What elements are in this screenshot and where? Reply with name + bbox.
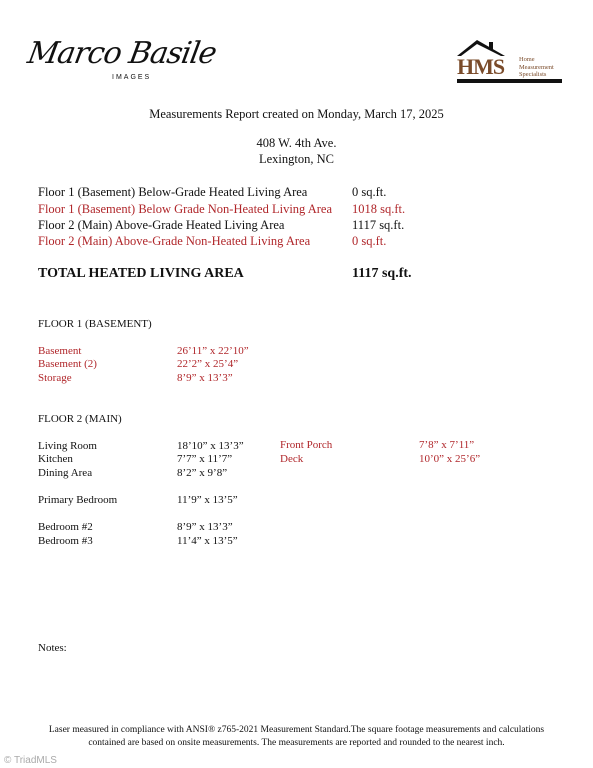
total-value: 1117 sq.ft. (352, 266, 412, 281)
room-dims: 8’9” x 13’3” (177, 372, 233, 384)
room-name: Dining Area (38, 467, 93, 479)
room-dims: 26’11” x 22’10” (177, 345, 249, 357)
hms-underline (457, 79, 562, 83)
room-name: Bedroom #2 (38, 521, 93, 533)
hms-logo (455, 38, 567, 88)
logo-script-text: Marco Basile (24, 36, 219, 71)
address-city: Lexington, NC (259, 152, 334, 166)
summary-label: Floor 2 (Main) Above-Grade Non-Heated Living Area (38, 234, 311, 248)
room-name: Storage (38, 372, 72, 384)
summary-value: 0 sq.ft. (352, 185, 387, 199)
address-street: 408 W. 4th Ave. (256, 136, 337, 150)
outdoor-dims: 10’0” x 25’6” (419, 453, 481, 465)
floor1-heading: FLOOR 1 (BASEMENT) (38, 318, 152, 330)
total-label: TOTAL HEATED LIVING AREA (38, 266, 244, 281)
summary-label: Floor 1 (Basement) Below-Grade Heated Living Area (38, 185, 308, 199)
notes-label: Notes: (38, 642, 67, 654)
summary-label: Floor 1 (Basement) Below Grade Non-Heated Living Area (38, 202, 333, 216)
room-dims: 18’10” x 13’3” (177, 440, 244, 452)
footer-line: contained are based on onsite measurements. The measurements are reported and rounded to the nearest inch. (88, 738, 505, 748)
room-dims: 7’7” x 11’7” (177, 453, 233, 465)
room-name: Kitchen (38, 453, 73, 465)
room-dims: 8’9” x 13’3” (177, 521, 233, 533)
floor2-heading: FLOOR 2 (MAIN) (38, 413, 122, 425)
marco-basile-logo (24, 30, 219, 102)
summary-label: Floor 2 (Main) Above-Grade Heated Living Area (38, 218, 285, 232)
room-name: Basement (2) (38, 358, 97, 370)
room-name: Primary Bedroom (38, 494, 118, 506)
mls-watermark: © TriadMLS (4, 755, 57, 766)
compliance-footer (30, 724, 563, 750)
logo-subtext: IMAGES (112, 74, 152, 81)
room-name: Bedroom #3 (38, 535, 93, 547)
summary-value: 0 sq.ft. (352, 234, 387, 248)
summary-value: 1117 sq.ft. (352, 218, 405, 232)
room-dims: 22’2” x 25’4” (177, 358, 239, 370)
room-dims: 8’2” x 9’8” (177, 467, 228, 479)
room-name: Basement (38, 345, 82, 357)
outdoor-name: Front Porch (280, 439, 333, 451)
summary-value: 1018 sq.ft. (352, 202, 406, 216)
report-title: Measurements Report created on Monday, March 17, 2025 (149, 107, 444, 121)
room-name: Living Room (38, 440, 97, 452)
hms-letters: HMS (457, 54, 505, 79)
room-dims: 11’4” x 13’5” (177, 535, 238, 547)
hms-tagline: Home Measurement Specialists (519, 56, 554, 78)
outdoor-name: Deck (280, 453, 304, 465)
outdoor-dims: 7’8” x 7’11” (419, 439, 475, 451)
footer-line: Laser measured in compliance with ANSI® z765-2021 Measurement Standard.The square footage measurements and calculations (48, 725, 545, 735)
room-dims: 11’9” x 13’5” (177, 494, 238, 506)
